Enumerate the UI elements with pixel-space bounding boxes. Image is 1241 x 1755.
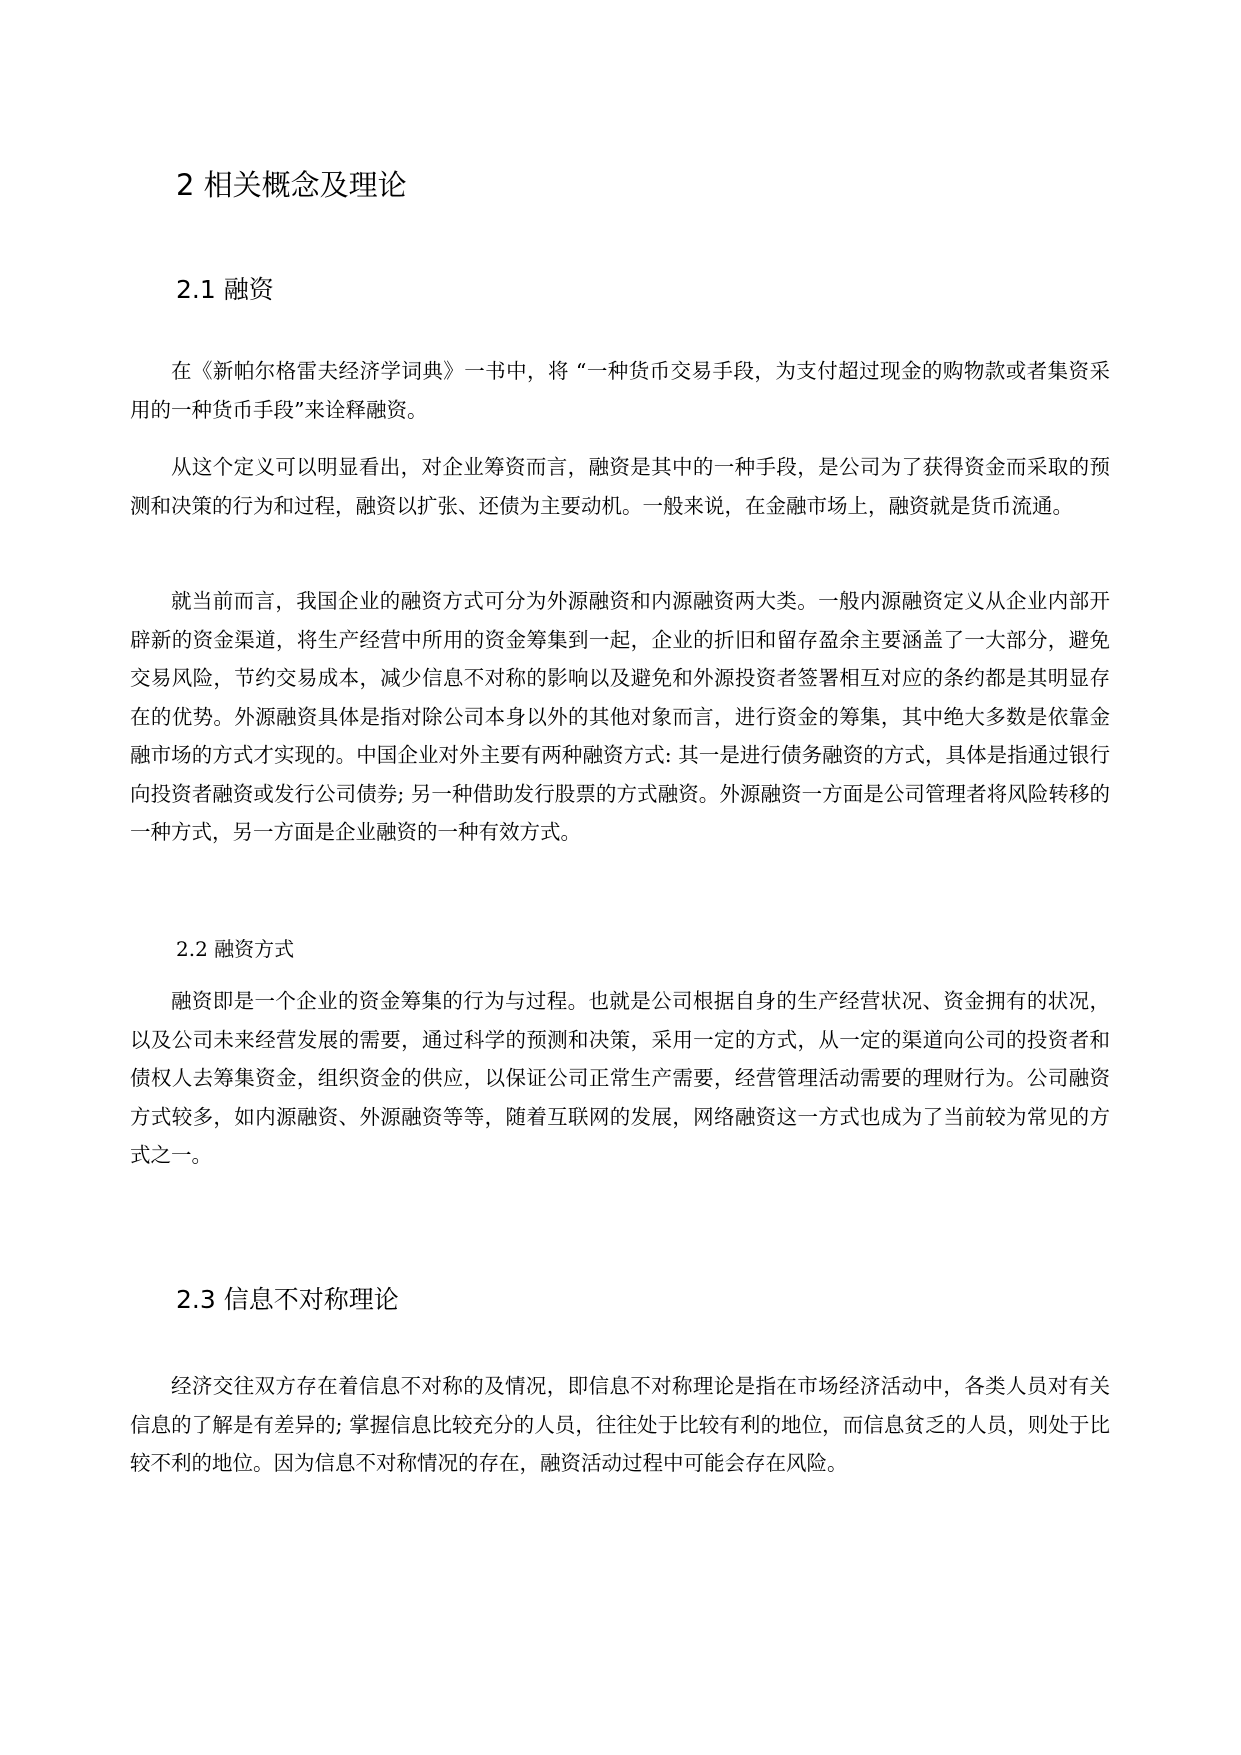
section-2-1-paragraph-2: 从这个定义可以明显看出，对企业筹资而言，融资是其中的一种手段，是公司为了获得资金而采取的预测和决策的行为和过程，融资以扩张、还债为主要动机。一般来说，在金融市场上，融资就是货币流通。 [130, 455, 1110, 518]
section-2-3-title: 2.3 信息不对称理论 [176, 1285, 399, 1314]
chapter-title: 2 相关概念及理论 [176, 168, 407, 202]
section-2-2-paragraph-1: 融资即是一个企业的资金筹集的行为与过程。也就是公司根据自身的生产经营状况、资金拥有的状况，以及公司未来经营发展的需要，通过科学的预测和决策，采用一定的方式，从一定的渠道向公司的投资者和债权人去筹集资金，组织资金的供应，以保证公司正常生产需要，经营管理活动需要的理财行为。公司融资方式较多，如内源融资、外源融资等等，随着互联网的发展，网络融资这一方式也成为了当前较为常见的方式之一。 [130, 989, 1110, 1167]
section-2-1-title: 2.1 融资 [176, 275, 274, 304]
section-2-3-paragraph-1: 经济交往双方存在着信息不对称的及情况，即信息不对称理论是指在市场经济活动中，各类人员对有关信息的了解是有差异的; 掌握信息比较充分的人员，往往处于比较有利的地位，而信息贫乏的人员，则处于比较不利的地位。因为信息不对称情况的存在，融资活动过程中可能会存在风险。 [130, 1374, 1110, 1475]
section-2-1-paragraph-1: 在《新帕尔格雷夫经济学词典》一书中，将 “一种货币交易手段，为支付超过现金的购物款或者集资采用的一种货币手段”来诠释融资。 [130, 359, 1110, 422]
section-2-1-paragraph-3: 就当前而言，我国企业的融资方式可分为外源融资和内源融资两大类。一般内源融资定义从企业内部开辟新的资金渠道，将生产经营中所用的资金筹集到一起，企业的折旧和留存盈余主要涵盖了一大部分，避免交易风险，节约交易成本，减少信息不对称的影响以及避免和外源投资者签署相互对应的条约都是其明显存在的优势。外源融资具体是指对除公司本身以外的其他对象而言，进行资金的筹集，其中绝大多数是依靠金融市场的方式才实现的。中国企业对外主要有两种融资方式: 其一是进行债务融资的方式，具体是指通过银行向投资者融资或发行公司债券; 另一种借助发行股票的方式融资。外源融资一方面是公司管理者将风险转移的一种方式，另一方面是企业融资的一种有效方式。 [130, 589, 1110, 844]
section-2-2-title: 2.2 融资方式 [176, 937, 295, 961]
